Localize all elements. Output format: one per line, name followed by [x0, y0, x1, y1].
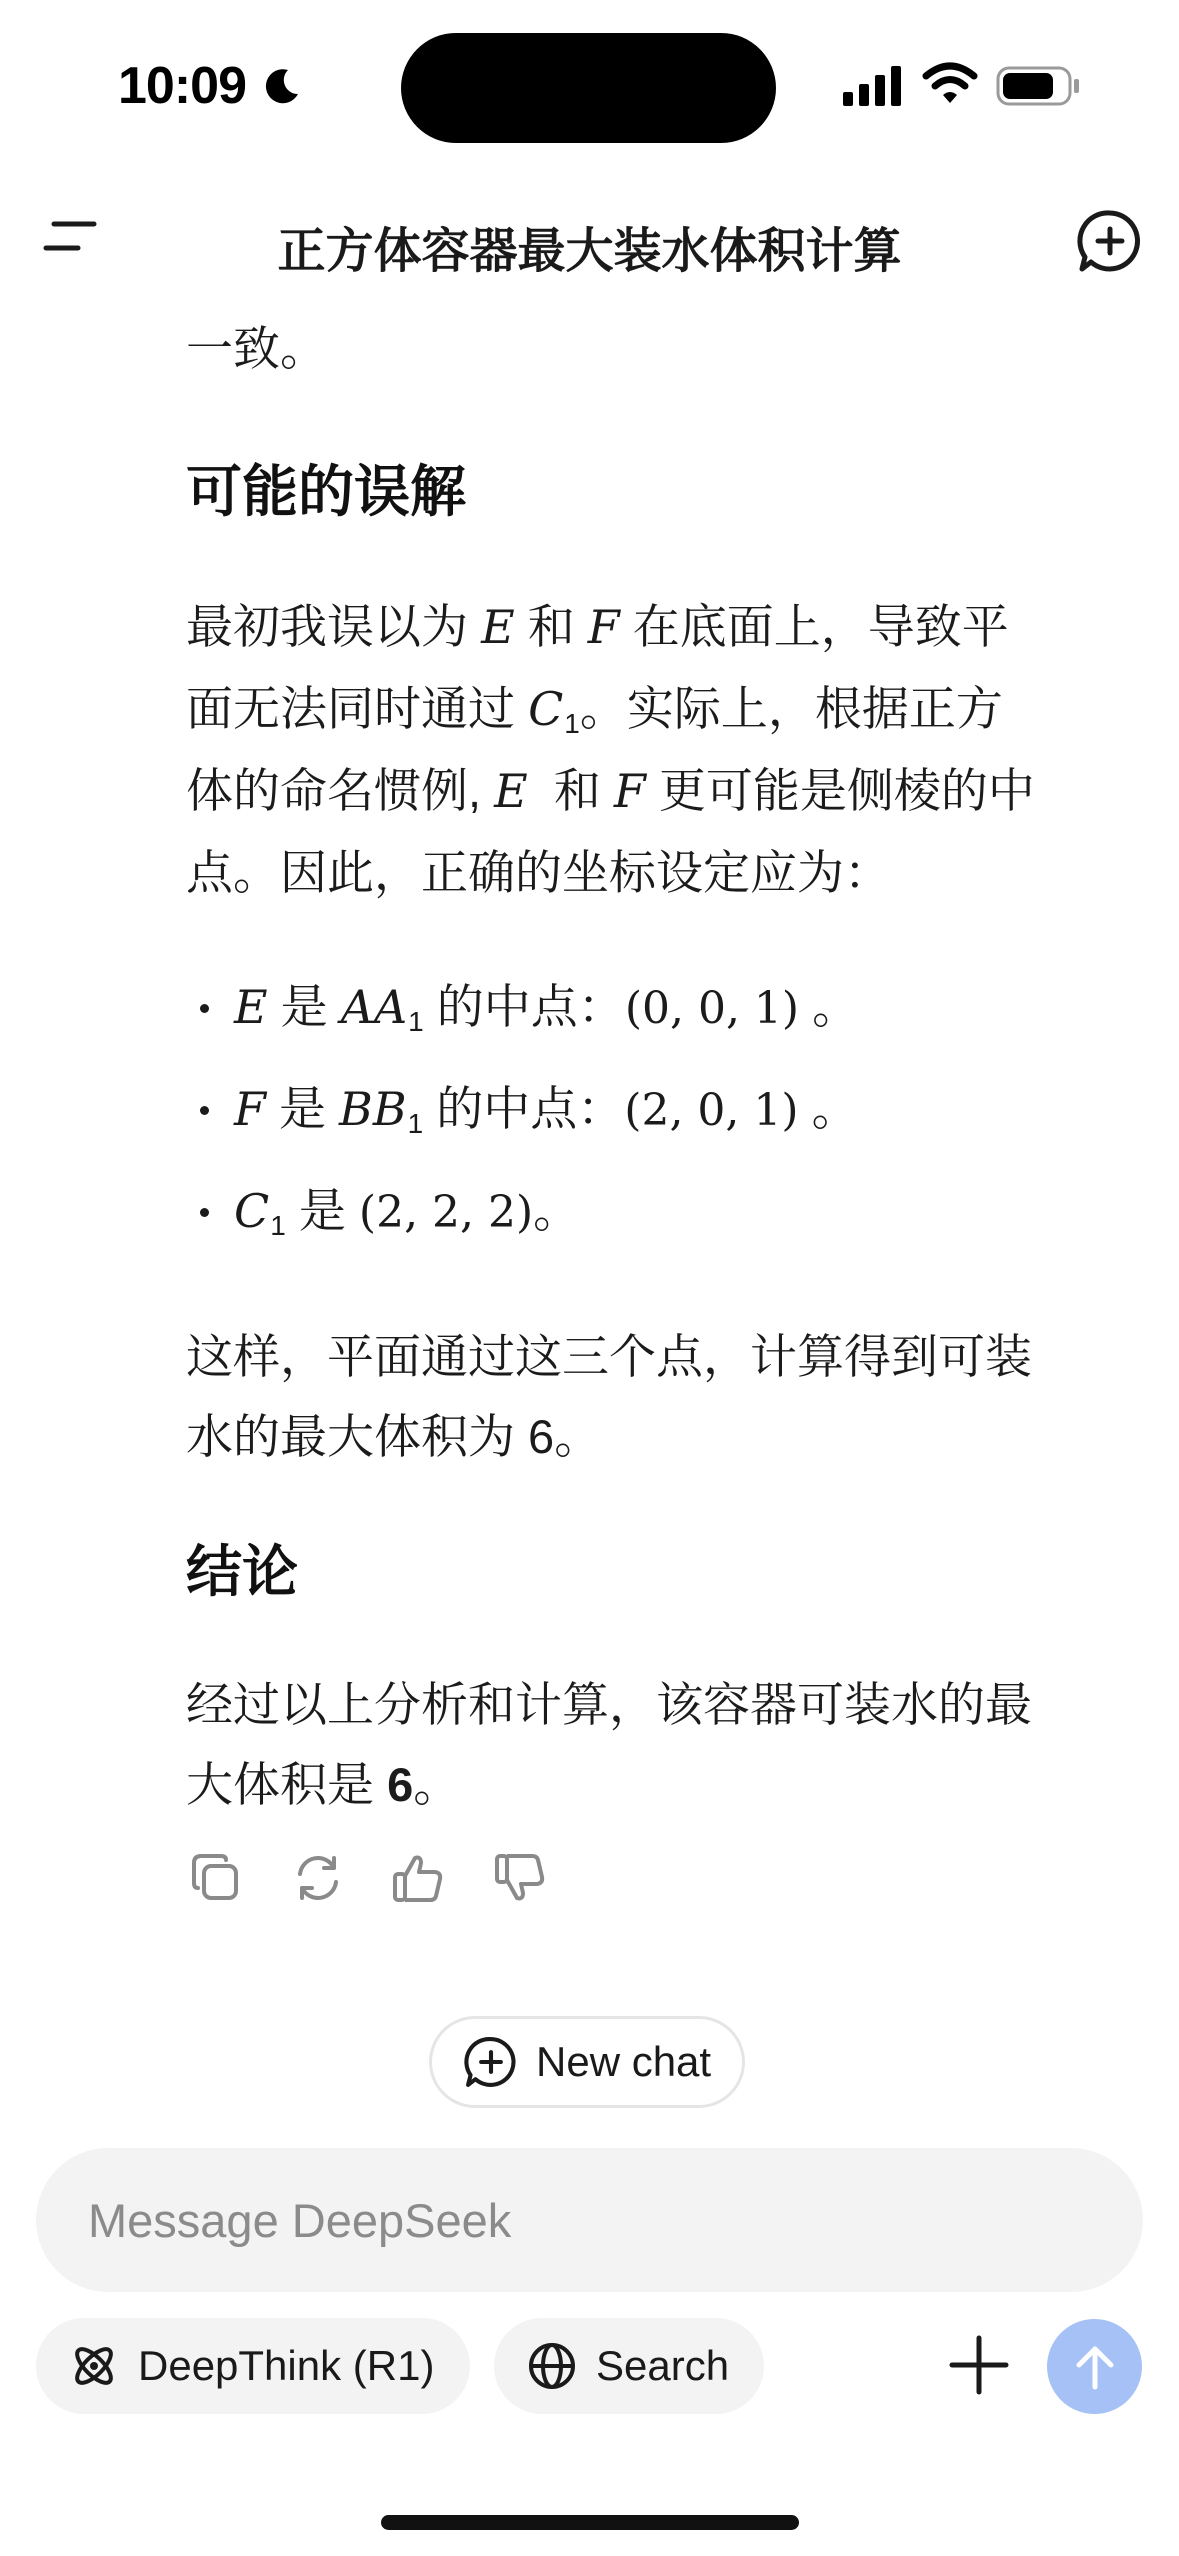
message-input[interactable]: [86, 2192, 1143, 2249]
regenerate-icon[interactable]: [290, 1850, 346, 1906]
paragraph-line: 这样，平面通过这三个点，计算得到可装: [186, 1330, 1032, 1383]
list-item: $C_1$ 是 (2, 2, 2)。: [234, 1184, 581, 1241]
wifi-icon: [922, 62, 978, 106]
search-button[interactable]: [494, 2318, 764, 2414]
copy-icon[interactable]: [188, 1850, 244, 1906]
status-time: 10:09: [118, 57, 246, 115]
bullet-dot: [200, 1106, 209, 1115]
paragraph-line: 最初我误以为 E 和 F 在底面上，导致平: [186, 600, 1009, 654]
atom-icon: [68, 2340, 120, 2392]
paragraph-line: 面无法同时通过 $C_1$。实际上，根据正方: [186, 682, 1003, 739]
new-chat-button[interactable]: [429, 2016, 745, 2108]
paragraph-line: 水的最大体积为 6。: [186, 1410, 602, 1463]
section-heading: 结论: [186, 1540, 298, 1603]
arrow-up-icon: [1069, 2341, 1121, 2393]
new-chat-label: New chat: [536, 2038, 712, 2085]
search-label: Search: [596, 2342, 730, 2389]
paragraph-line: 点。因此，正确的坐标设定应为：: [186, 846, 891, 899]
menu-icon[interactable]: [40, 215, 100, 257]
message-box[interactable]: [36, 2148, 1143, 2292]
home-indicator: [381, 2515, 799, 2530]
paragraph-line: 大体积是 6。: [186, 1758, 461, 1811]
paragraph-tail: 一致。: [186, 322, 327, 375]
globe-icon: [526, 2340, 578, 2392]
paragraph-line: 经过以上分析和计算，该容器可装水的最: [186, 1678, 1032, 1731]
plus-icon[interactable]: [944, 2330, 1014, 2400]
paragraph-line: 体的命名惯例, E 和 F 更可能是侧棱的中: [186, 764, 1035, 818]
send-button[interactable]: [1047, 2319, 1142, 2414]
list-item: E 是 $AA_1$ 的中点：(0, 0, 1) 。: [234, 980, 860, 1037]
new-chat-icon[interactable]: [1077, 208, 1143, 274]
thumbs-up-icon[interactable]: [390, 1850, 446, 1906]
battery-icon: [996, 66, 1082, 106]
section-heading: 可能的误解: [186, 460, 466, 523]
dynamic-island: [401, 33, 776, 143]
new-chat-icon: [464, 2035, 518, 2089]
thumbs-down-icon[interactable]: [492, 1850, 548, 1906]
page-title: 正方体容器最大装水体积计算: [277, 225, 902, 278]
bullet-dot: [200, 1208, 209, 1217]
list-item: F 是 $BB_1$ 的中点：(2, 0, 1) 。: [234, 1082, 859, 1139]
bullet-dot: [200, 1004, 209, 1013]
deepthink-label: DeepThink (R1): [138, 2342, 435, 2389]
signal-icon: [843, 66, 905, 106]
deepthink-button[interactable]: [36, 2318, 470, 2414]
moon-icon: [262, 66, 302, 106]
